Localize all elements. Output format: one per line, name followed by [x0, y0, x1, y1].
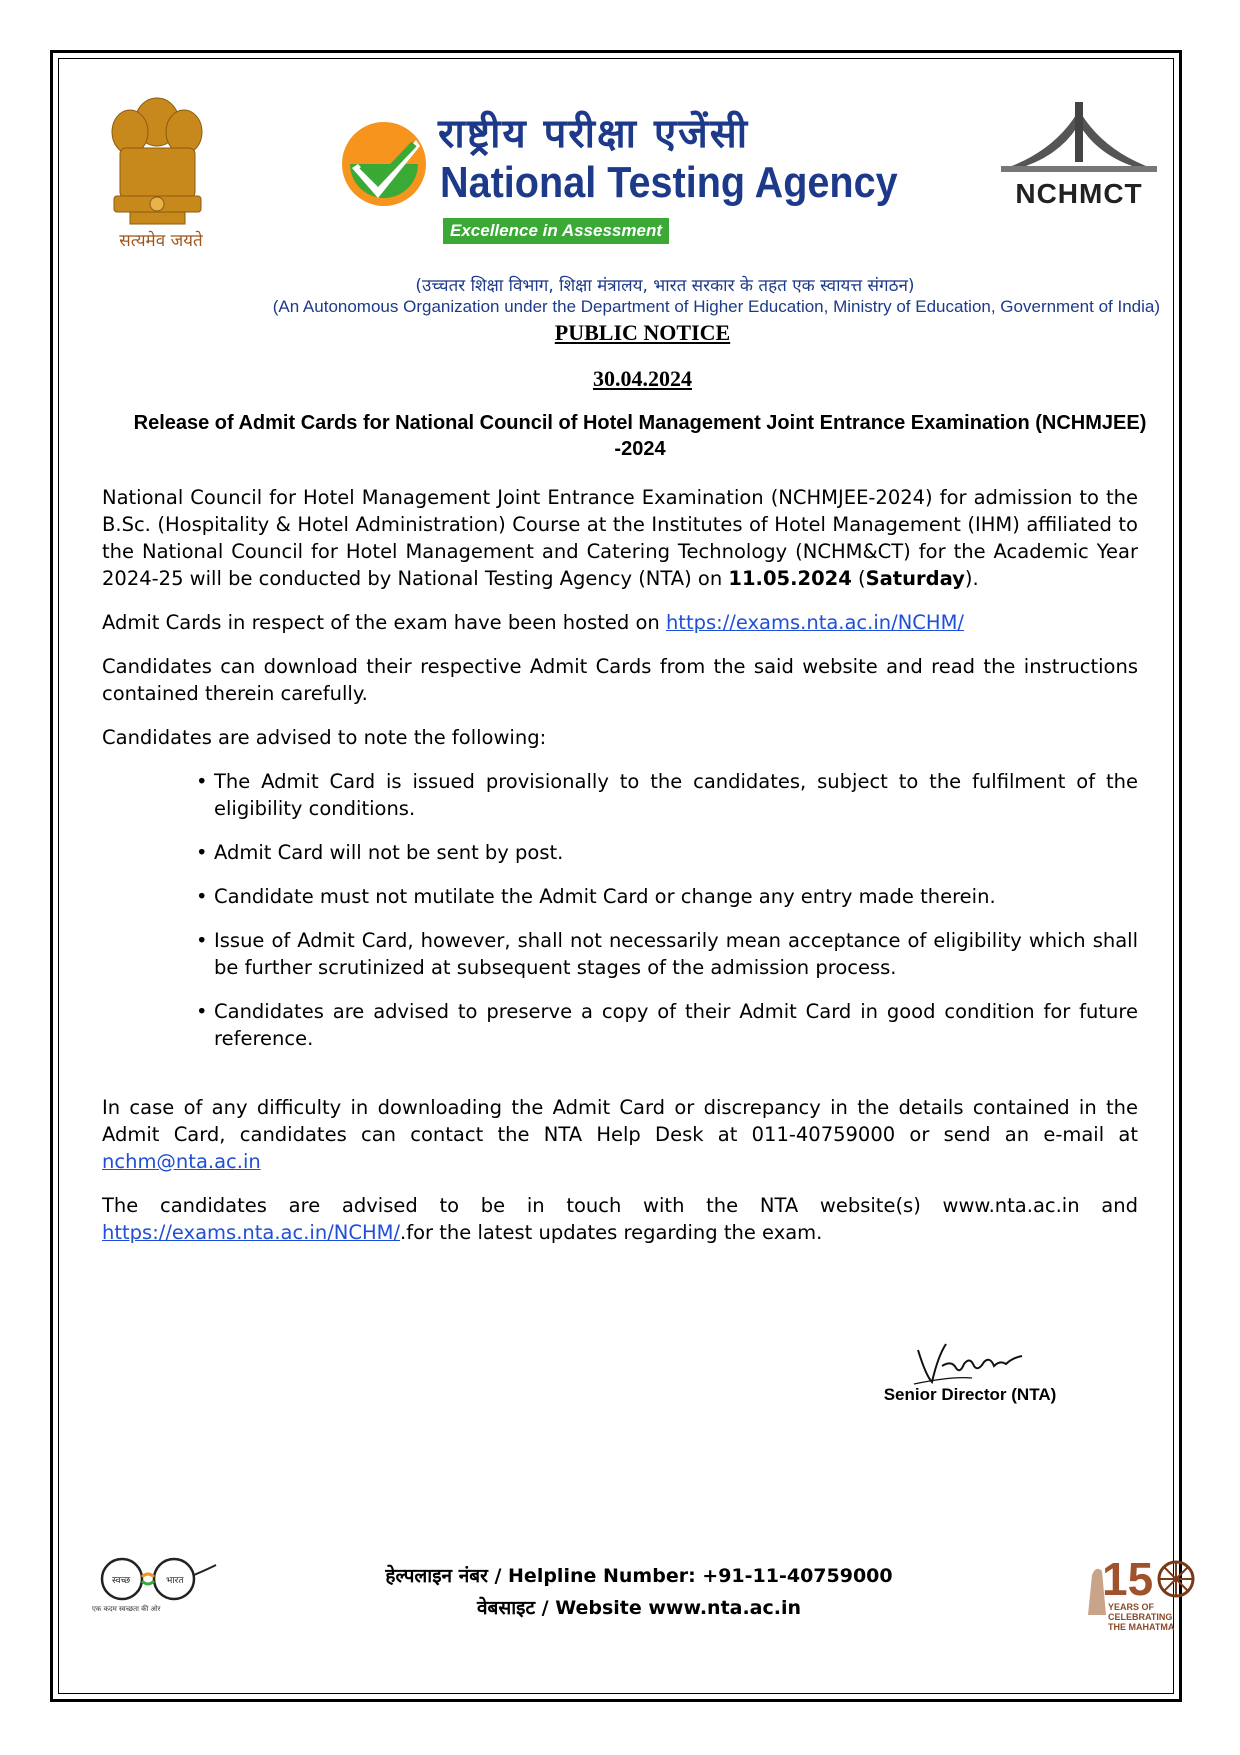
notice-date: 30.04.2024	[593, 366, 692, 391]
nta-logo-icon	[340, 120, 428, 208]
paragraph-updates: The candidates are advised to be in touch with the NTA website(s) www.nta.ac.in and https://exams.nta.ac.in/NCHM/.for the latest updates regarding the exam.	[102, 1194, 1138, 1244]
paragraph-download-instructions: Candidates can download their respective Admit Cards from the said website and read the instructions contained therein carefully.	[102, 655, 1138, 705]
agency-name-english: National Testing Agency	[440, 158, 898, 207]
footer-website: वेबसाइट / Website www.nta.ac.in	[476, 1597, 802, 1619]
list-item: • Candidate must not mutilate the Admit Card or change any entry made therein.	[214, 883, 1138, 910]
list-item: • Admit Card will not be sent by post.	[214, 839, 1138, 866]
notice-title: PUBLIC NOTICE	[554, 320, 731, 345]
exam-day: Saturday	[865, 567, 965, 590]
spacer	[102, 1069, 1138, 1094]
nchmct-logo-icon	[995, 100, 1163, 176]
notice-subject: Release of Admit Cards for National Council of Hotel Management Joint Entrance Examination (NCHMJEE) -2024	[133, 412, 1147, 460]
gandhi-caption: YEARS OF CELEBRATING THE MAHATMA	[1108, 1602, 1175, 1632]
org-line-english: (An Autonomous Organization under the Department of Higher Education, Ministry of Education, Government of India)	[272, 297, 1160, 316]
svg-text:15: 15	[1102, 1553, 1154, 1605]
nchmct-logo-text: NCHMCT	[1015, 178, 1143, 209]
footer-helpline: हेल्पलाइन नंबर / Helpline Number: +91-11-40759000	[385, 1565, 893, 1587]
signature-image	[912, 1336, 1032, 1388]
list-item: • Issue of Admit Card, however, shall not necessarily mean acceptance of eligibility which shall be further scrutinized at subsequent stages of the admission process.	[214, 927, 1138, 981]
list-item: • The Admit Card is issued provisionally to the candidates, subject to the fulfilment of the eligibility conditions.	[214, 768, 1138, 822]
paragraph-advisory-intro: Candidates are advised to note the following:	[102, 726, 547, 749]
agency-name-hindi: राष्ट्रीय परीक्षा एजेंसी	[438, 111, 750, 157]
swachh-caption: एक कदम स्वच्छता की ओर	[92, 1605, 161, 1613]
paragraph-help-desk: In case of any difficulty in downloading the Admit Card or discrepancy in the details contained in the Admit Card, candidates can contact the NTA Help Desk at 011-40759000 or send an e-mail at nchm@nta.ac.in	[102, 1096, 1138, 1173]
paragraph-exam-details: National Council for Hotel Management Joint Entrance Examination (NCHMJEE-2024) for admission to the B.Sc. (Hospitality & Hotel Administration) Course at the Institutes of Hotel Management (IHM) affiliated to the National Council for Hotel Management and Catering Technology (NCHM&CT) for the Academic Year 2024-25 will be conducted by National Testing Agency (NTA) on 11.05.2024 (Saturday).	[102, 486, 1138, 590]
national-emblem-icon	[100, 90, 215, 250]
emblem-motto: सत्यमेव जयते	[119, 231, 203, 251]
paragraph-admit-card-hosted: Admit Cards in respect of the exam have been hosted on https://exams.nta.ac.in/NCHM/	[102, 611, 964, 634]
org-line-hindi: (उच्चतर शिक्षा विभाग, शिक्षा मंत्रालय, भारत सरकार के तहत एक स्वायत्त संगठन)	[415, 276, 915, 296]
admit-card-link[interactable]: https://exams.nta.ac.in/NCHM/	[665, 611, 964, 634]
list-item: • Candidates are advised to preserve a copy of their Admit Card in good condition for future reference.	[214, 998, 1138, 1052]
updates-link[interactable]: https://exams.nta.ac.in/NCHM/	[102, 1221, 401, 1244]
signatory-designation: Senior Director (NTA)	[883, 1385, 1057, 1404]
svg-text:स्वच्छ: स्वच्छ	[112, 1576, 131, 1586]
notice-body	[102, 484, 1138, 1263]
exam-date: 11.05.2024	[728, 567, 852, 590]
help-email-link[interactable]: nchm@nta.ac.in	[102, 1150, 261, 1173]
agency-tagline: Excellence in Assessment	[443, 218, 669, 244]
advisory-list	[102, 768, 1138, 1052]
svg-text:भारत: भारत	[166, 1576, 184, 1586]
